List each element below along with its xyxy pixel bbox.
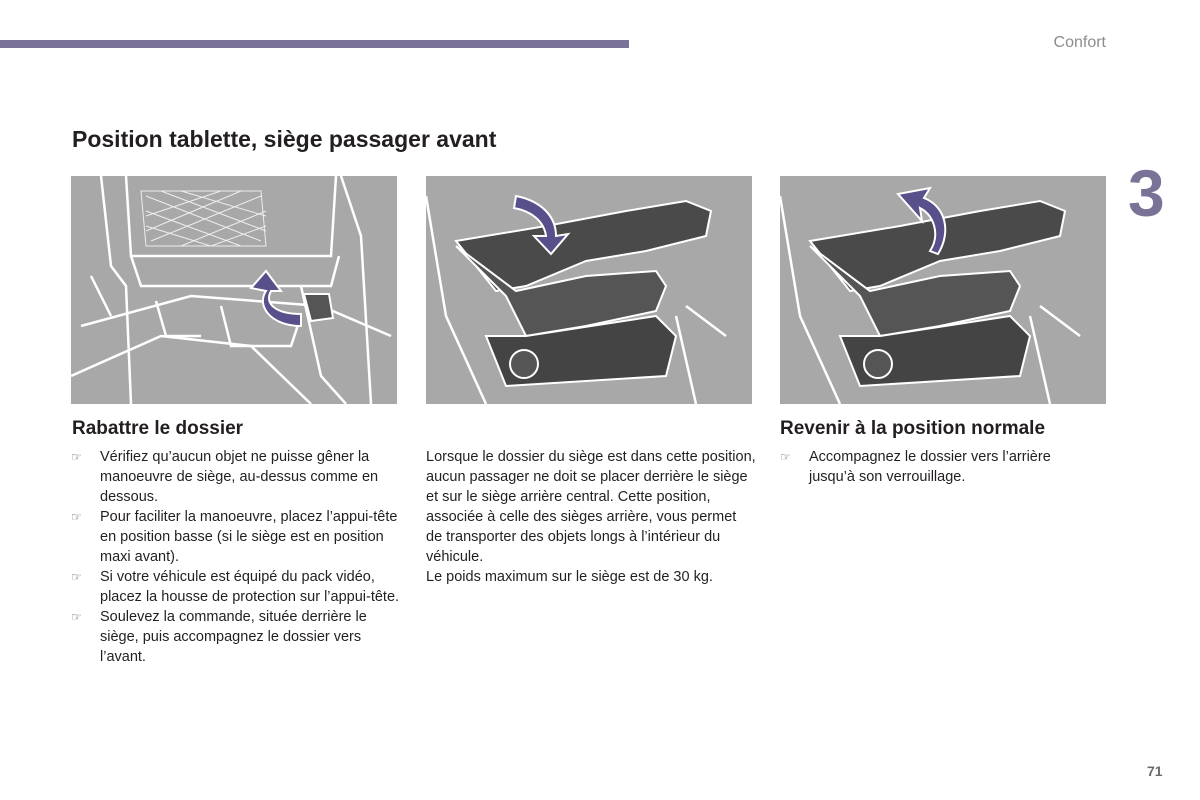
list-item: ☞ Soulevez la commande, située derrière le siège, puis accompagnez le dossier vers l’avant. bbox=[71, 609, 367, 665]
page-title: Position tablette, siège passager avant bbox=[72, 126, 497, 152]
safety-paragraph: Lorsque le dossier du siège est dans cette position, aucun passager ne doit se placer derrière le siège et sur le siège arrière central. Cette position, associée à celle des sièges arrière, vous permet de transporter des objets longs à l’intérieur du véhicule. bbox=[426, 449, 756, 565]
pointing-hand-icon: ☞ bbox=[71, 570, 82, 584]
pointing-hand-icon: ☞ bbox=[71, 510, 82, 524]
fold-instructions-list bbox=[71, 447, 401, 667]
pointing-hand-icon: ☞ bbox=[71, 450, 82, 464]
chapter-number: 3 bbox=[1128, 156, 1165, 230]
section-heading-return: Revenir à la position normale bbox=[780, 418, 1046, 439]
section-name: Confort bbox=[1053, 34, 1106, 51]
seat-return-illustration bbox=[780, 176, 1106, 404]
list-item: ☞ Accompagnez le dossier vers l’arrière jusqu’à son verrouillage. bbox=[780, 449, 1051, 485]
list-item: ☞ Vérifiez qu’aucun objet ne puisse gêner la manoeuvre de siège, au-dessus comme en dessous. bbox=[71, 449, 379, 505]
header-rule bbox=[0, 40, 629, 48]
pointing-hand-icon: ☞ bbox=[780, 450, 791, 464]
pointing-hand-icon: ☞ bbox=[71, 610, 82, 624]
list-item: ☞ Si votre véhicule est équipé du pack vidéo, placez la housse de protection sur l’appui-tête. bbox=[71, 569, 400, 605]
weight-limit-paragraph: Le poids maximum sur le siège est de 30 kg. bbox=[426, 569, 713, 585]
section-heading-fold: Rabattre le dossier bbox=[72, 418, 244, 439]
return-instructions-list bbox=[780, 447, 1080, 487]
seat-lever-illustration bbox=[71, 176, 397, 404]
safety-note bbox=[426, 447, 756, 587]
list-item: ☞ Pour faciliter la manoeuvre, placez l’appui-tête en position basse (si le siège est en position maxi avant). bbox=[71, 509, 398, 565]
seat-folded-illustration bbox=[426, 176, 752, 404]
page-number: 71 bbox=[1147, 763, 1163, 779]
